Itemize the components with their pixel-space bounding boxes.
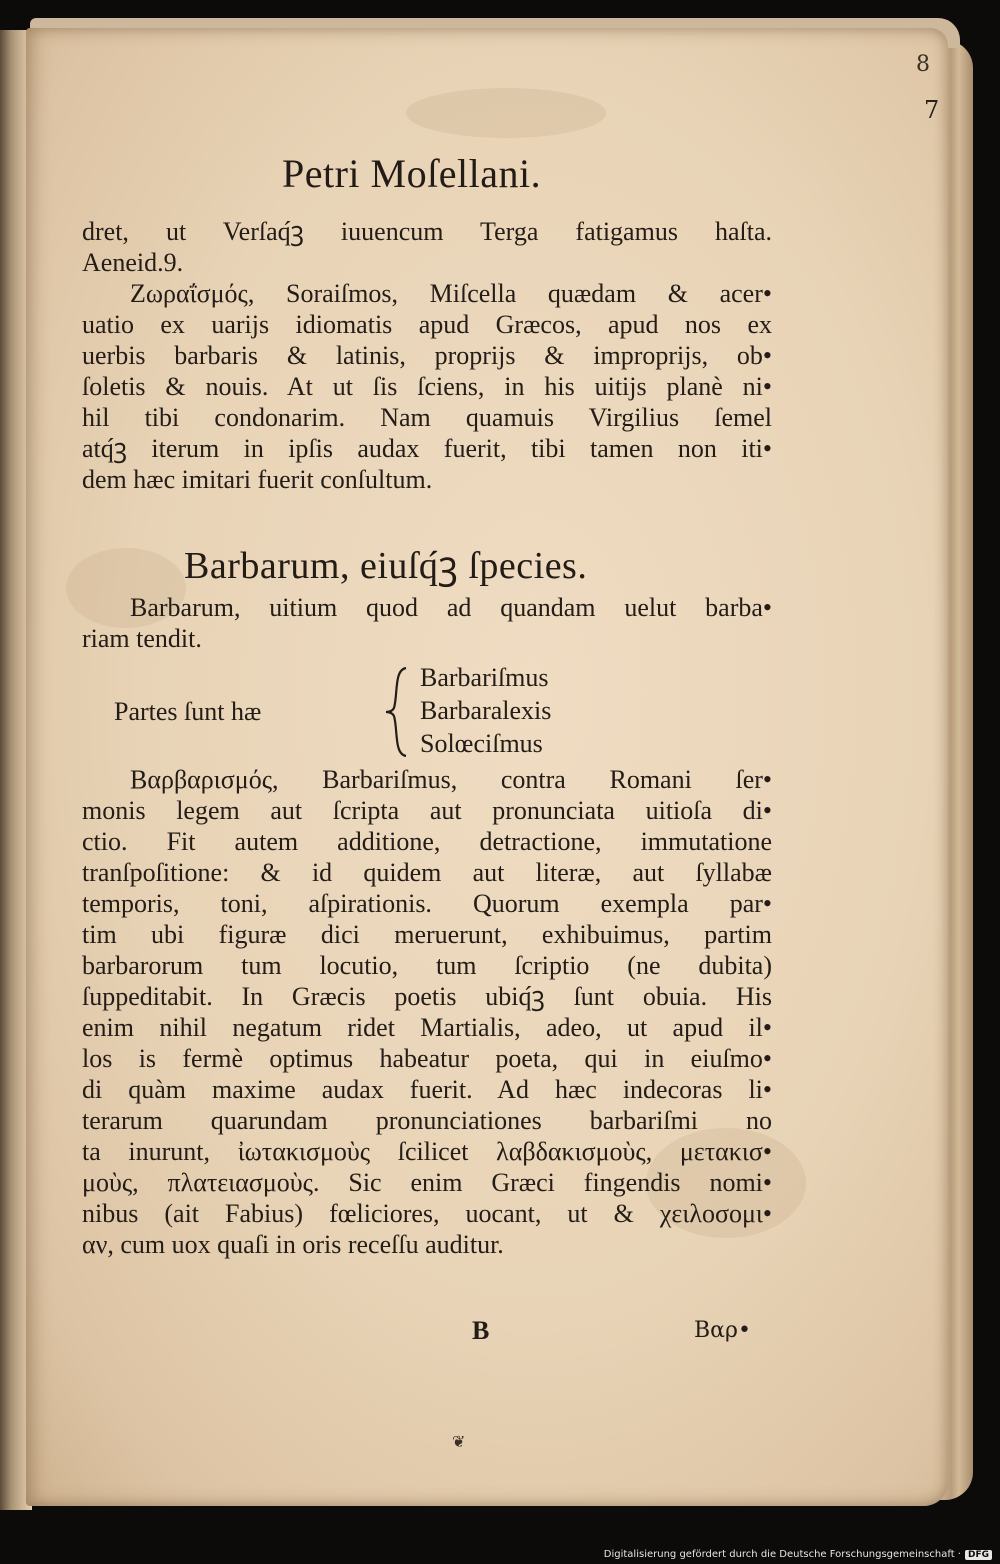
text-line: Βαρβαρισμός, Barbariſmus, contra Romani ſer•	[130, 765, 772, 794]
dfg-logo-icon: DFG	[965, 1550, 992, 1560]
running-head: Petri Moſellani.	[282, 151, 542, 196]
text-line: Aeneid.9.	[82, 248, 184, 277]
partes-item-soloecismus: Solœciſmus	[420, 729, 543, 758]
text-line: di quàm maxime audax fuerit. Ad hæc indecoras li•	[82, 1075, 772, 1104]
text-line: enim nihil negatum ridet Martialis, adeo, ut apud il•	[82, 1013, 772, 1042]
text-line: uatio ex uarijs idiomatis apud Græcos, apud nos ex	[82, 310, 772, 339]
partes-item-barbarismus: Barbariſmus	[420, 663, 549, 692]
text-line: ſoletis & nouis. At ut ſis ſciens, in his uitijs planè ni•	[82, 372, 772, 401]
text-line: Barbarum, uitium quod ad quandam uelut barba•	[130, 593, 772, 622]
text-line: atq́ꝫ iterum in ipſis audax fuerit, tibi tamen non iti•	[82, 434, 772, 463]
partes-item-barbaralexis: Barbaralexis	[420, 696, 552, 725]
text-line: tranſpoſitione: & id quidem aut literæ, aut ſyllabæ	[82, 858, 772, 887]
text-line: Ζωραΐσμός, Soraiſmos, Miſcella quædam & acer•	[130, 279, 772, 308]
definition-paragraph	[82, 592, 782, 654]
paper-stain	[406, 88, 606, 138]
paragraph-1	[82, 216, 782, 495]
text-line: hil tibi condonarim. Nam quamuis Virgilius ſemel	[82, 403, 772, 432]
text-line: temporis, toni, aſpirationis. Quorum exempla par•	[82, 889, 772, 918]
paragraph-2	[82, 764, 782, 1260]
text-line: dem hæc imitari fuerit conſultum.	[82, 465, 433, 494]
partes-list	[420, 661, 551, 760]
text-line: monis legem aut ſcripta aut pronunciata uitioſa di•	[82, 796, 772, 825]
text-line: los is fermè optimus habeatur poeta, qui in eiuſmo•	[82, 1044, 772, 1073]
text-line: αν, cum uox quaſi in oris receſſu auditur.	[82, 1230, 504, 1259]
ornament-icon: ❦	[452, 1432, 466, 1451]
catchword: Βαρ•	[694, 1318, 751, 1343]
text-line: terarum quarundam pronunciationes barbariſmi no	[82, 1106, 772, 1135]
folio-number: 7	[924, 96, 940, 124]
text-line: μοὺς, πλατειασμοὺς. Sic enim Græci fingendis nomi•	[82, 1168, 772, 1197]
text-line: riam tendit.	[82, 624, 202, 653]
digitization-note: Digitalisierung gefördert durch die Deutsche Forschungsgemeinschaft ·	[603, 1549, 961, 1560]
text-line: ſuppeditabit. In Græcis poetis ubiq́ꝫ ſunt obuia. His	[82, 982, 772, 1011]
text-line: barbarorum tum locutio, tum ſcriptio (ne dubita)	[82, 951, 772, 980]
signature-mark: B	[472, 1316, 490, 1345]
folio-mark-top: 8	[916, 52, 930, 77]
digitization-credit	[604, 1549, 992, 1560]
partes-label: Partes ſunt hæ	[114, 697, 262, 726]
section-heading: Barbarum, eiuſq́ꝫ ſpecies.	[184, 545, 588, 587]
text-line: ta inurunt, ἰωτακισμοὺς ſcilicet λαβδακισμοὺς, μετακισ•	[82, 1137, 772, 1166]
curly-brace-icon	[382, 664, 412, 760]
text-line: nibus (ait Fabius) fœliciores, uocant, ut & χειλοσομι•	[82, 1199, 772, 1228]
text-line: tim ubi figuræ dici meruerunt, exhibuimus, partim	[82, 920, 772, 949]
text-line: dret, ut Verſaq́ꝫ iuuencum Terga fatigamus haſta.	[82, 217, 772, 246]
text-line: uerbis barbaris & latinis, proprijs & improprijs, ob•	[82, 341, 772, 370]
text-line: ctio. Fit autem additione, detractione, immutatione	[82, 827, 772, 856]
